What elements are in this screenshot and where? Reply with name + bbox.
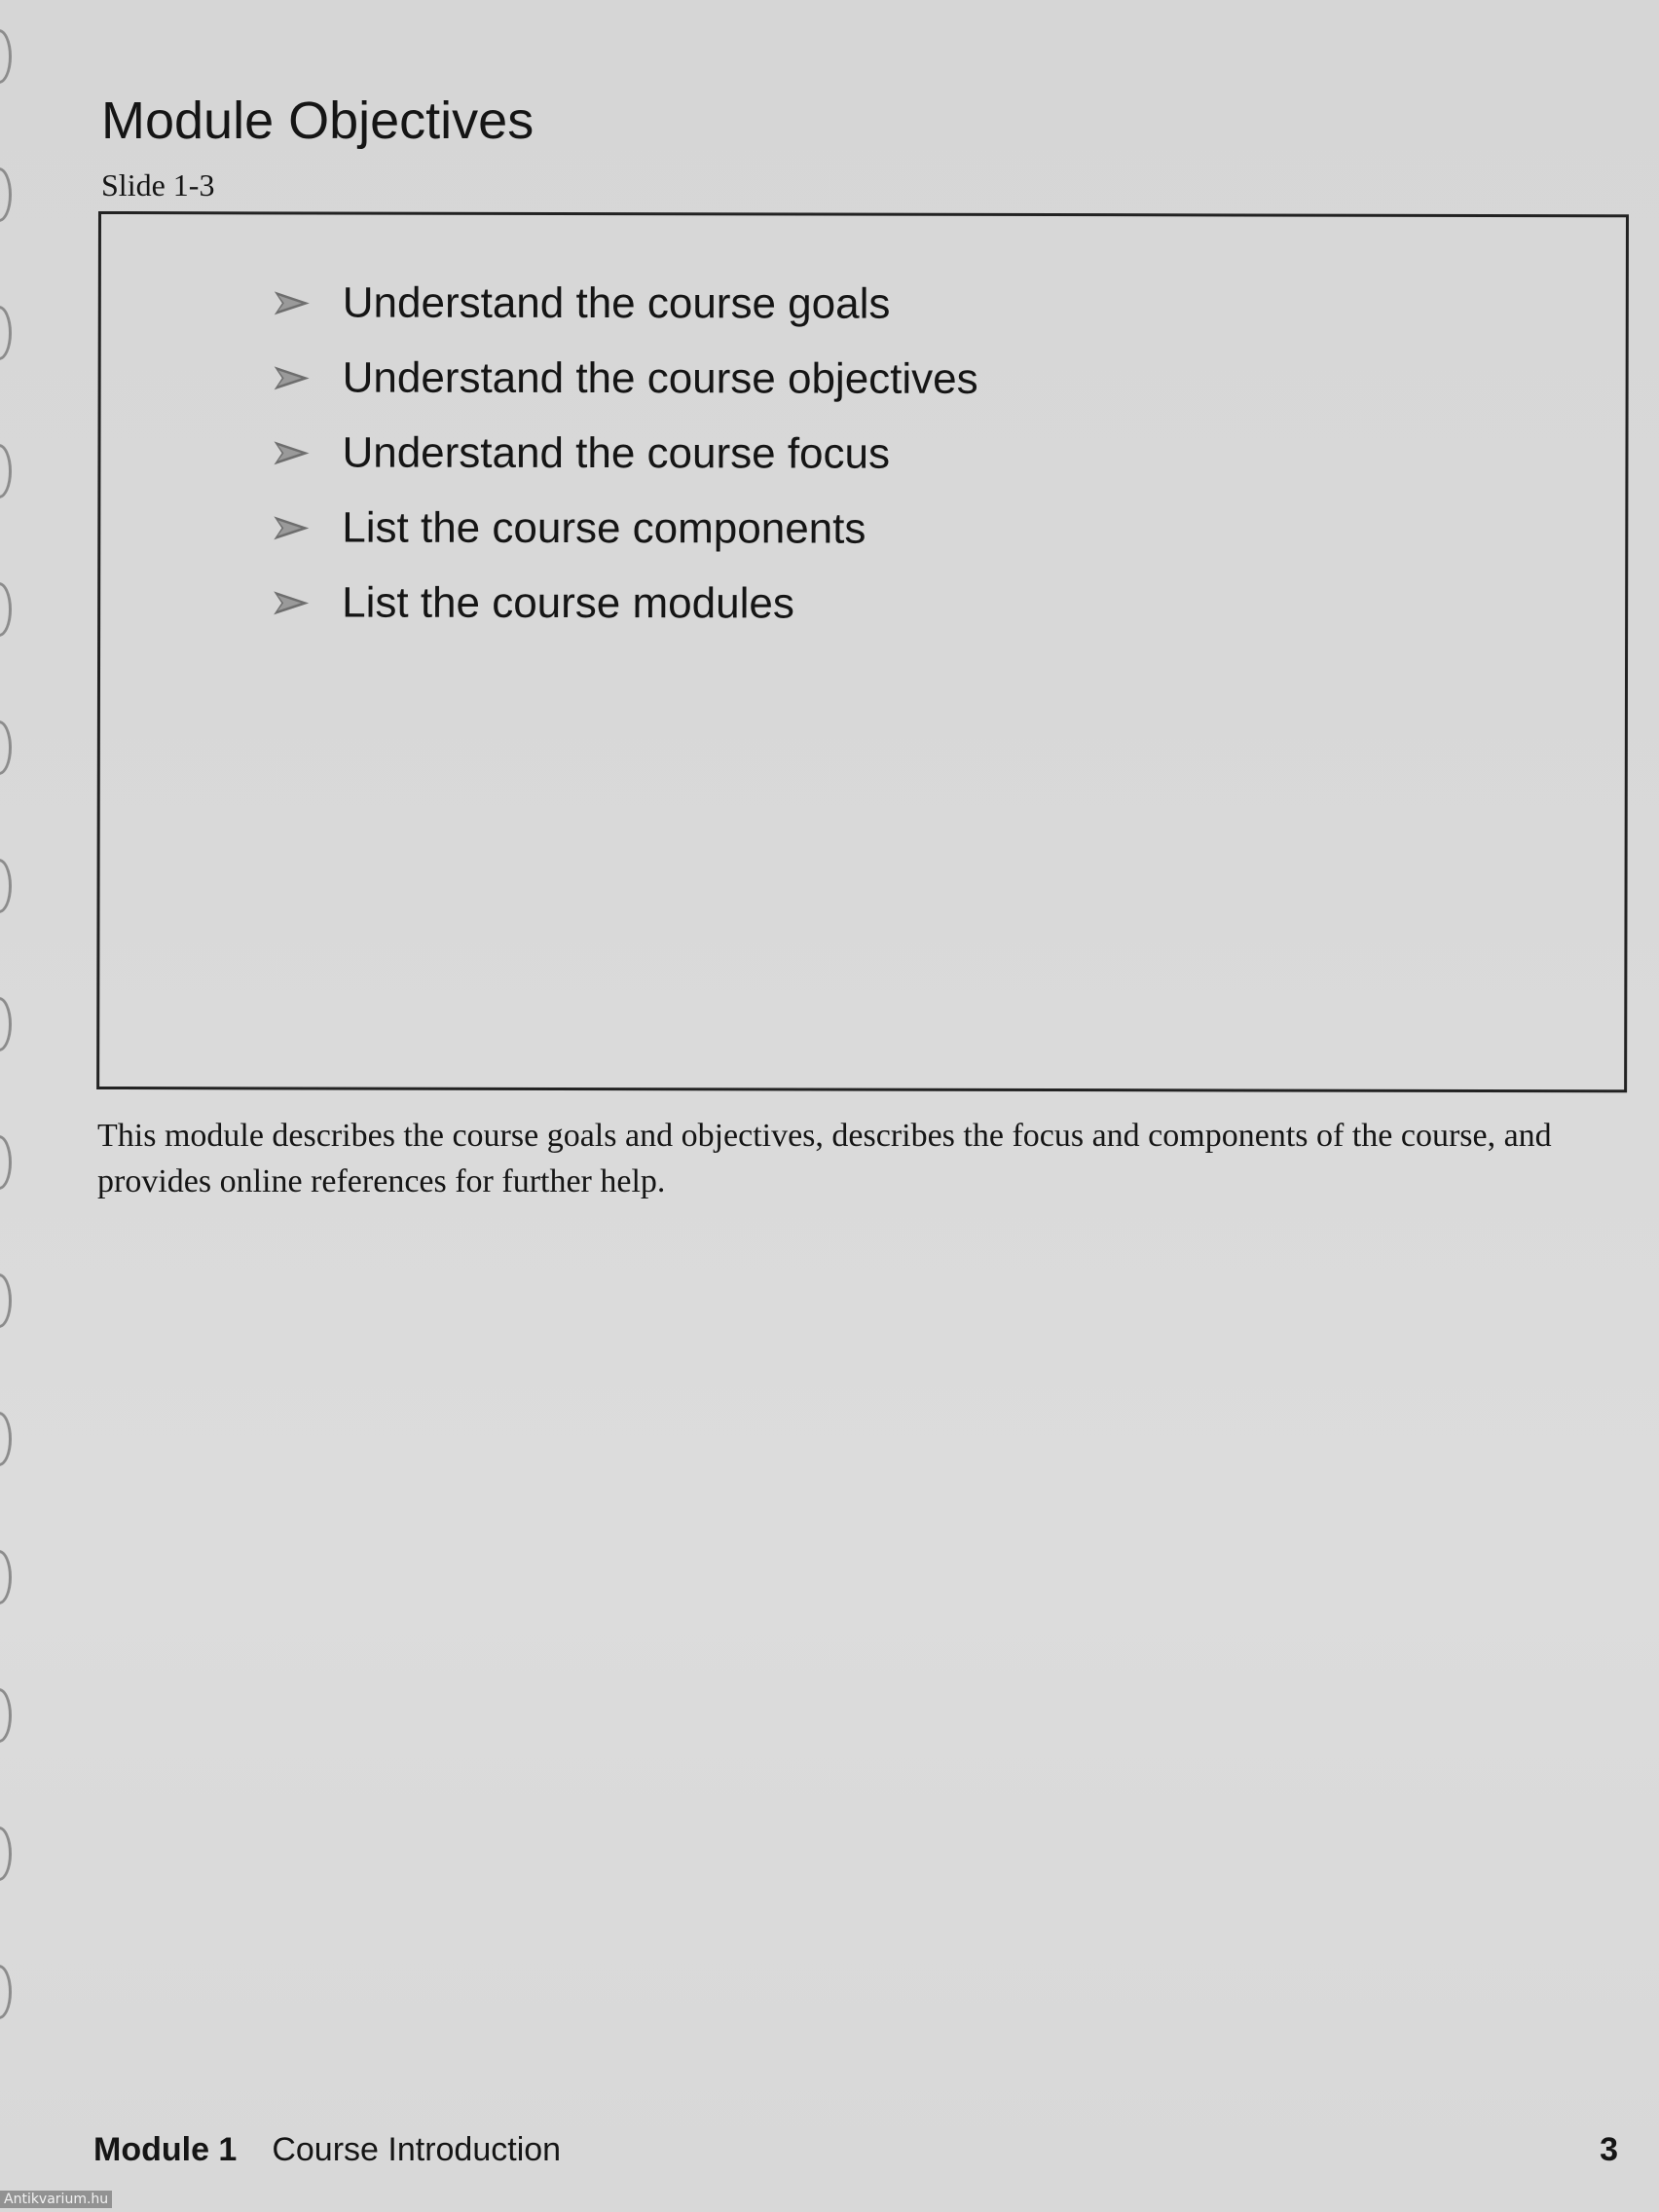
page-number: 3 <box>1600 2130 1618 2168</box>
objective-text: Understand the course goals <box>342 278 891 328</box>
slide-number: Slide 1-3 <box>101 167 215 203</box>
objective-text: List the course components <box>342 503 866 553</box>
objective-text: Understand the course objectives <box>342 353 978 403</box>
binding-ring <box>0 167 12 222</box>
watermark: Antikvarium.hu <box>0 2191 112 2208</box>
objective-item <box>272 490 977 567</box>
objective-item <box>273 340 978 417</box>
binding-ring <box>0 1412 12 1466</box>
arrow-right-icon <box>272 438 311 467</box>
binding-ring <box>0 859 12 913</box>
objective-text: Understand the course focus <box>342 428 891 478</box>
binding-ring <box>0 306 12 360</box>
arrow-right-icon <box>272 513 311 542</box>
objective-item <box>273 265 978 342</box>
module-description: This module describes the course goals and objectives, describes the focus and components of the course, and provides online references for further help. <box>97 1118 1552 1199</box>
binding-ring <box>0 997 12 1051</box>
footer-module-title: Course Introduction <box>272 2130 562 2168</box>
objective-item <box>272 415 977 492</box>
binding-ring <box>0 582 12 637</box>
binding-ring <box>0 1965 12 2019</box>
objective-text: List the course modules <box>342 578 794 627</box>
objective-item <box>272 565 977 642</box>
spiral-binding <box>0 29 25 2122</box>
binding-ring <box>0 444 12 498</box>
slide-frame <box>96 211 1629 1092</box>
objectives-list <box>272 265 978 642</box>
arrow-right-icon <box>273 363 312 392</box>
binding-ring <box>0 1826 12 1881</box>
page-title: Module Objectives <box>101 92 535 150</box>
binding-ring <box>0 1273 12 1328</box>
binding-ring <box>0 1135 12 1190</box>
footer-module-label: Module 1 <box>93 2130 238 2168</box>
page-footer <box>93 2126 1618 2173</box>
binding-ring <box>0 1550 12 1604</box>
binding-ring <box>0 1688 12 1743</box>
arrow-right-icon <box>272 588 311 617</box>
binding-ring <box>0 720 12 775</box>
arrow-right-icon <box>273 288 312 317</box>
binding-ring <box>0 29 12 84</box>
